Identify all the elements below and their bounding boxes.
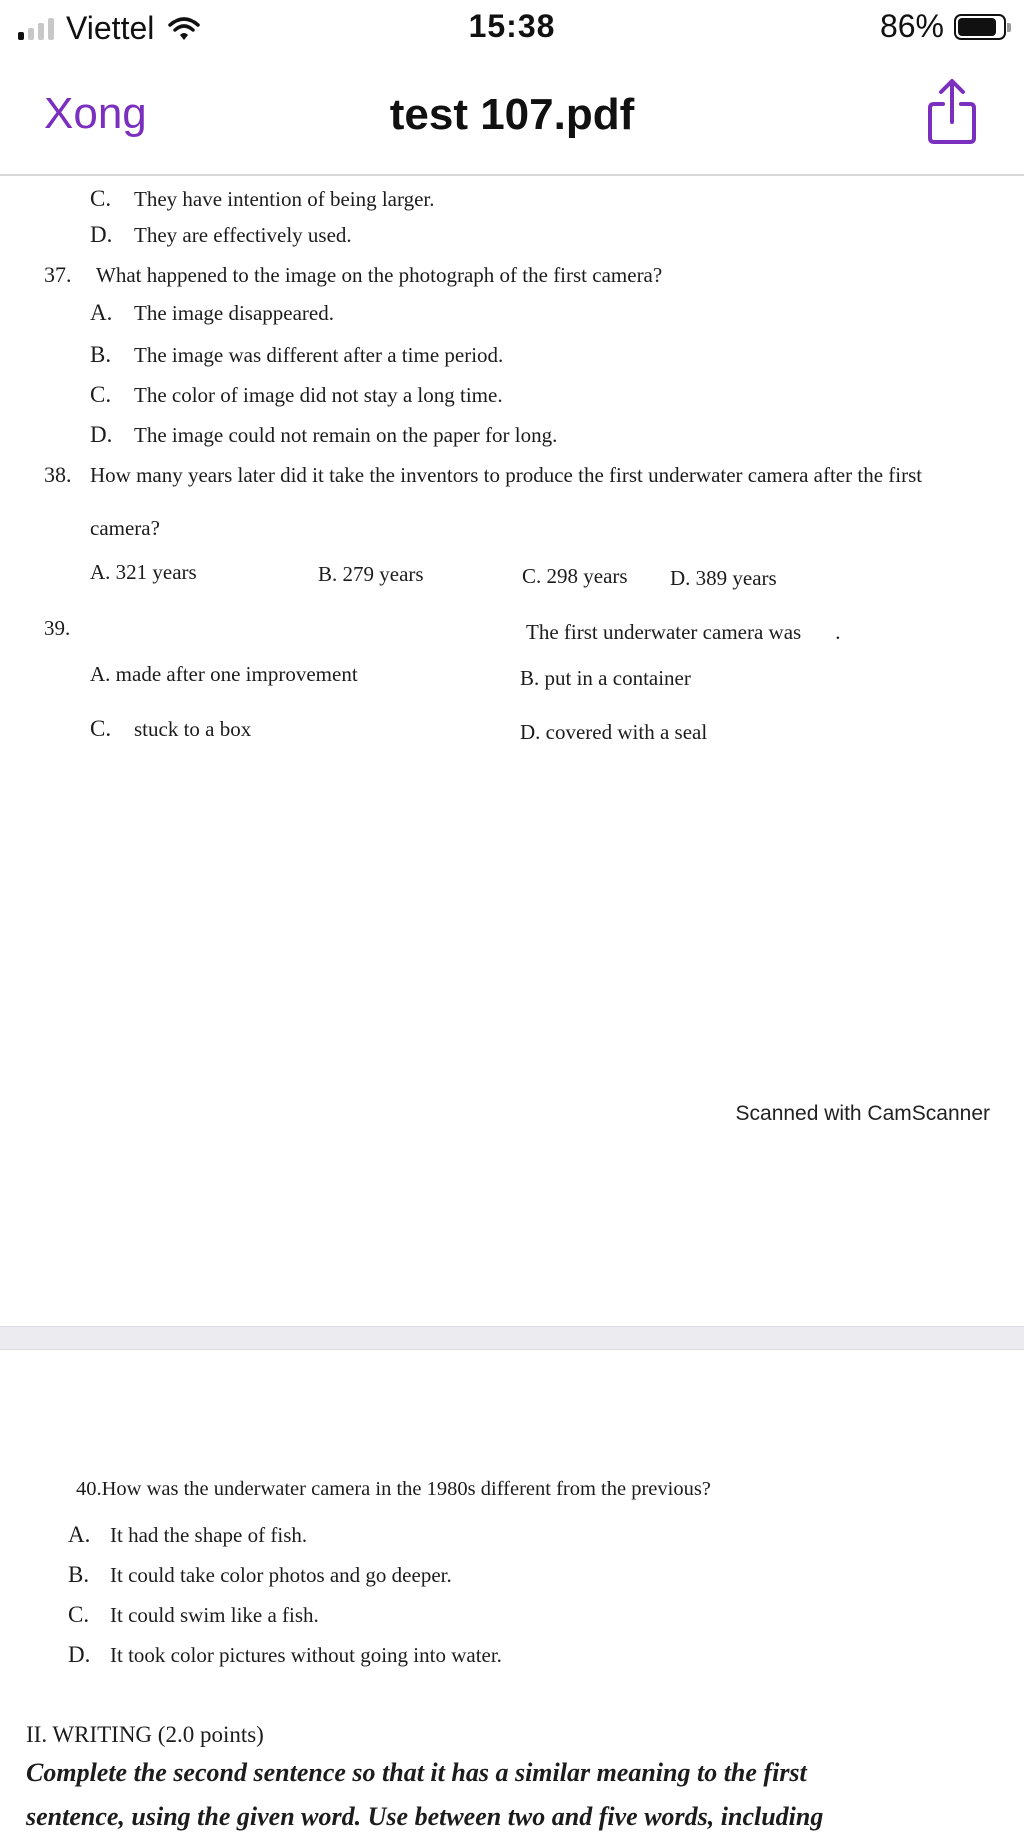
option-letter: A. [90, 300, 113, 325]
carrier-name: Viettel [66, 10, 155, 46]
q38-option-d: D. 389 years [670, 566, 777, 590]
question-text: How many years later did it take the inventors to produce the first underwater camera after the first [90, 463, 923, 487]
camscanner-watermark: Scanned with CamScanner [735, 1102, 990, 1125]
q38-question-cont: camera? [90, 516, 160, 540]
option-letter: D. [90, 222, 113, 247]
pdf-page-2 [0, 1348, 1024, 1831]
q36-option-d [90, 222, 352, 248]
option-text: It could swim like a fish. [110, 1603, 319, 1627]
battery-icon [954, 14, 1006, 40]
q38-question [44, 462, 922, 488]
q40-option-c [68, 1602, 319, 1628]
question-blank-dot: . [835, 620, 841, 644]
q37-option-b [90, 342, 503, 368]
option-text: The image disappeared. [134, 301, 334, 325]
pdf-page-1 [0, 176, 1024, 1326]
battery-level [958, 18, 996, 36]
q38-option-b: B. 279 years [318, 562, 424, 586]
status-bar [0, 0, 1024, 56]
battery-percent: 86% [879, 8, 944, 44]
writing-instruction-line1: Complete the second sentence so that it has a similar meaning to the first [26, 1758, 807, 1787]
q36-option-c [90, 186, 435, 212]
clock: 15:38 [468, 8, 556, 44]
question-text: What happened to the image on the photograph of the first camera? [96, 263, 663, 287]
navigation-bar [0, 56, 1024, 176]
status-right [880, 8, 1006, 45]
option-text: It could take color photos and go deeper. [110, 1563, 452, 1587]
option-text: stuck to a box [134, 717, 252, 741]
option-text: The image could not remain on the paper for long. [134, 423, 558, 447]
option-text: It had the shape of fish. [110, 1523, 308, 1547]
q39-question [526, 620, 840, 645]
option-letter: D. [68, 1642, 91, 1667]
q40-option-a [68, 1522, 307, 1548]
q37-question [44, 262, 662, 288]
q37-option-c [90, 382, 503, 408]
option-letter: A. [68, 1522, 91, 1547]
q37-option-a [90, 300, 334, 326]
writing-section-title: II. WRITING (2.0 points) [26, 1722, 264, 1747]
option-letter: D. [90, 422, 113, 447]
option-text: They have intention of being larger. [134, 187, 435, 211]
q40-option-d [68, 1642, 502, 1668]
q39-option-b: B. put in a container [520, 666, 691, 690]
question-text: The first underwater camera was [526, 620, 802, 644]
option-text: The image was different after a time period. [134, 343, 504, 367]
option-letter: C. [90, 186, 112, 211]
q40-option-b [68, 1562, 452, 1588]
option-text: The color of image did not stay a long time. [134, 383, 503, 407]
writing-instruction-line2: sentence, using the given word. Use between two and five words, including [26, 1802, 824, 1831]
done-button[interactable]: Xong [44, 89, 147, 138]
option-letter: C. [90, 716, 112, 741]
option-letter: B. [68, 1562, 90, 1587]
option-text: It took color pictures without going into water. [110, 1643, 502, 1667]
option-letter: B. [90, 342, 112, 367]
share-button[interactable] [924, 76, 980, 146]
q39-option-a: A. made after one improvement [90, 662, 358, 686]
q39-option-c [90, 716, 251, 742]
q38-option-c: C. 298 years [522, 564, 628, 588]
share-icon [924, 76, 980, 146]
option-letter: C. [90, 382, 112, 407]
option-text: They are effectively used. [134, 223, 352, 247]
option-letter: C. [68, 1602, 90, 1627]
q38-option-a: A. 321 years [90, 560, 197, 584]
document-title: test 107.pdf [389, 90, 635, 139]
q37-option-d [90, 422, 557, 448]
q40-question: 40.How was the underwater camera in the 1980s different from the previous? [76, 1478, 711, 1500]
question-number: 37. [44, 262, 72, 287]
page-separator [0, 1326, 1024, 1350]
q39-option-d: D. covered with a seal [520, 720, 708, 744]
battery-nub [1007, 23, 1011, 32]
question-number: 38. [44, 462, 72, 487]
q39-number: 39. [44, 616, 71, 640]
